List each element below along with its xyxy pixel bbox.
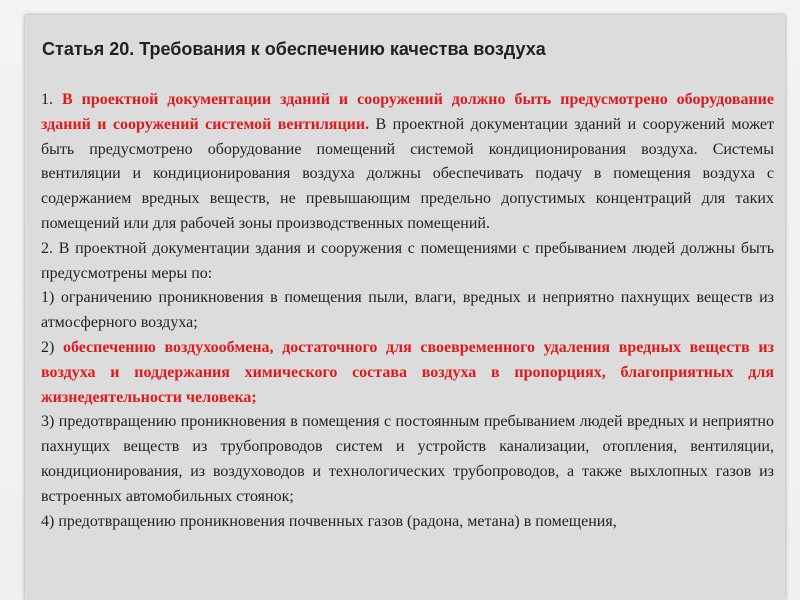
list-item-1: 1) ограничению проникновения в помещения пыли, влаги, вредных и неприятно пахнущих веществ из атмосферного воздуха; [41,289,774,332]
content-panel [25,15,785,600]
list-item-2 [41,336,774,410]
list-item-2-highlight: обеспечению воздухообмена, достаточного для своевременного удаления вредных веществ из воздуха и поддержания химического состава воздуха в пропорциях, благоприятных для жизнедеятельности человека; [41,338,775,406]
article-body [41,88,774,534]
paragraph-1-highlight: В проектной документации зданий и сооружений должно быть предусмотрено оборудование зданий и сооружений системой вентиляции. [41,91,775,133]
list-item-3: 3) предотвращению проникновения в помещения с постоянным пребыванием людей вредных и неприятно пахнущих веществ из трубопроводов систем и устройств канализации, отопления, вентиляции, кондиционирования, из воздуховодов и технологических трубопроводов, а также выхлопных газов из встроенных автомобильных стоянок; [41,413,774,505]
paragraph-1-number: 1. [41,91,62,108]
paragraph-1-text: В проектной документации зданий и сооружений может быть предусмотрено оборудование помещений системой кондиционирования воздуха. Системы вентиляции и кондиционирования воздуха должны обеспечивать подачу в помещения воздуха с содержанием вредных веществ, не превышающим предельно допустимых концентраций для таких помещений или для рабочей зоны производственных помещений. [41,115,775,232]
paragraph-1 [41,88,774,237]
list-item-2-number: 2) [41,338,63,356]
list-item-4: 4) предотвращению проникновения почвенных газов (радона, метана) в помещения, [41,512,617,530]
paragraph-2: 2. В проектной документации здания и сооружения с помещениями с пребыванием людей должны быть предусмотрены меры по: [41,239,774,282]
article-title: Статья 20. Требования к обеспечению качества воздуха [42,39,546,59]
